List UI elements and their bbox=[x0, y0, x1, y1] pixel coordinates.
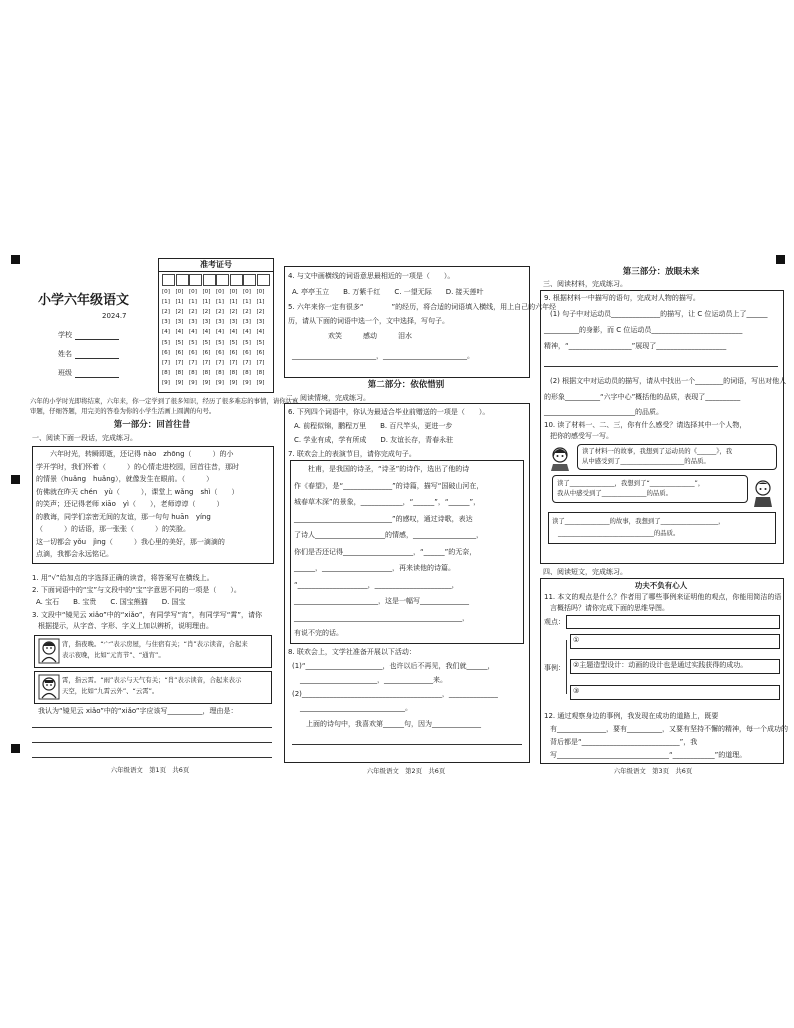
ticket-digit: [7] bbox=[189, 359, 197, 366]
ticket-digit: [0] bbox=[243, 289, 251, 295]
intro-line-1: 六年的小学时光即将结束，六年来，你一定学到了很多知识，经历了很多难忘的事情，请你认真 bbox=[30, 397, 299, 405]
viewpoint-label: 观点： bbox=[544, 618, 565, 626]
ticket-digit: [5] bbox=[216, 339, 224, 346]
ticket-digit: [0] bbox=[256, 289, 265, 295]
ticket-digit: [1] bbox=[216, 299, 224, 306]
question-3-cont: 根据提示，从字音、字形、字义上加以辨析，说明理由。 bbox=[38, 622, 213, 630]
ticket-digit: [6] bbox=[202, 349, 211, 356]
q8-answer: 上面的诗句中，我喜欢第______句，因为______________ bbox=[292, 720, 481, 728]
tip-a-line-1: 宵，指夜晚。“宀”表示房屋，与住宿有关；“肖”表示读音，合起来 bbox=[62, 640, 248, 648]
q12-line: 有______________，要有__________，又要有坚持不懈的精神，每一个成功的 bbox=[550, 725, 788, 733]
ticket-digit: [3] bbox=[229, 319, 238, 326]
ticket-digit: [8] bbox=[202, 369, 211, 376]
part3-section-4: 四、阅读短文，完成练习。 bbox=[543, 568, 627, 576]
tip-a-line-2: 表示夜晚，比如“元宵节”、“通宵”。 bbox=[62, 651, 165, 659]
ticket-digit: [4] bbox=[189, 329, 197, 336]
ticket-digit: [0] bbox=[216, 289, 224, 295]
ticket-digit: [4] bbox=[229, 329, 238, 336]
ticket-digit: [1] bbox=[202, 299, 211, 306]
q9-2-line: (2) 根据文中对运动员的描写，请从中找出一个________的词语，写出对他人 bbox=[550, 377, 787, 385]
ticket-grid bbox=[162, 289, 272, 391]
page-footer-1: 六年级语文 第1页 共6页 bbox=[110, 766, 190, 774]
ticket-digit: [5] bbox=[229, 339, 238, 346]
q9-2-line: 的形象__________“六字中心”概括他的品质，表现了__________ bbox=[544, 393, 741, 401]
ticket-digit: [2] bbox=[175, 309, 184, 316]
answer-line bbox=[32, 727, 272, 728]
passage-line: （ ）的话语，那一张张（ ）的笑脸。 bbox=[36, 525, 190, 533]
ticket-digit: [3] bbox=[256, 319, 265, 326]
ticket-digit: [1] bbox=[243, 299, 251, 306]
write-box-line-1: 读了______________的故事，我想到了__________________， bbox=[552, 517, 725, 525]
part3-title: 第三部分：放眼未来 bbox=[622, 267, 700, 277]
ticket-number-box bbox=[158, 258, 274, 393]
ticket-digit: [7] bbox=[243, 359, 251, 366]
ticket-digit: [4] bbox=[175, 329, 184, 336]
q9-2-line: __________________________的品质。 bbox=[544, 408, 663, 416]
bubble-boy-line-1: 读了______________，我想到了“______________”， bbox=[557, 479, 705, 487]
question-9: 9. 根据材料一中描写的语句，完成对人物的描写。 bbox=[544, 294, 700, 302]
part2-section: 二、阅读情境，完成练习。 bbox=[286, 394, 370, 402]
example-item-1: ① bbox=[573, 636, 580, 644]
write-box-line-2: ______________________________的品质。 bbox=[558, 529, 680, 537]
ticket-digit: [6] bbox=[162, 349, 170, 356]
question-12: 12. 通过观察身边的事例，我发现在成功的道路上，既要 bbox=[544, 712, 719, 720]
ticket-digit: [4] bbox=[202, 329, 211, 336]
ticket-digit: [4] bbox=[162, 329, 170, 336]
q7-line: ______，____________________，再来读他的诗篇。 bbox=[294, 564, 455, 572]
ticket-digit: [5] bbox=[243, 339, 251, 346]
viewpoint-box bbox=[566, 615, 780, 629]
q12-line: 写________________________________“____________”的道理。 bbox=[550, 751, 747, 759]
ticket-empty-row bbox=[162, 274, 272, 286]
name-field bbox=[58, 350, 138, 359]
ticket-digit: [8] bbox=[216, 369, 224, 376]
passage-line: 这一切都会 yǒu jìng（ ）我心里的美好，那一滴滴的 bbox=[36, 537, 225, 546]
ticket-digit: [6] bbox=[229, 349, 238, 356]
q7-line: ________________________________________________， bbox=[294, 613, 469, 622]
ticket-digit: [7] bbox=[229, 359, 238, 366]
question-10-cont: 把你的感受写一写。 bbox=[550, 432, 613, 440]
ticket-title: 准考证号 bbox=[159, 259, 273, 272]
corner-mark-top-left bbox=[11, 255, 20, 264]
passage-line: 六年时光，转瞬即逝，还记得 nào zhōng（ ）的小 bbox=[36, 450, 234, 458]
school-blank bbox=[75, 331, 119, 340]
question-7: 7. 联欢会上的表演节目，请你完成句子。 bbox=[288, 450, 416, 458]
examples-bracket bbox=[566, 640, 567, 694]
ticket-digit: [7] bbox=[175, 359, 184, 366]
essay-title: 功夫不负有心人 bbox=[634, 581, 688, 590]
ticket-digit-write-box bbox=[162, 274, 175, 286]
name-label: 姓名 bbox=[58, 350, 72, 358]
school-field bbox=[58, 331, 138, 340]
ticket-digit-write-box bbox=[203, 274, 216, 286]
ticket-digit: [5] bbox=[202, 339, 211, 346]
q8-line: (1)“______________________，也许以后不再见，我们就______， bbox=[292, 662, 495, 670]
boy-student-icon bbox=[750, 478, 776, 508]
ticket-digit: [1] bbox=[229, 299, 238, 306]
ticket-digit: [9] bbox=[243, 379, 251, 386]
answer-line bbox=[32, 757, 272, 758]
ticket-digit-write-box bbox=[230, 274, 243, 286]
q8-line: ______________________________。 bbox=[300, 704, 412, 712]
ticket-digit-write-box bbox=[216, 274, 229, 286]
ticket-digit: [3] bbox=[216, 319, 224, 326]
ticket-digit: [9] bbox=[175, 379, 184, 386]
ticket-digit: [8] bbox=[256, 369, 265, 376]
bubble-girl-line-2: 从中感受到了____________________的品质。 bbox=[582, 457, 710, 465]
ticket-digit: [5] bbox=[256, 339, 265, 346]
ticket-digit: [9] bbox=[162, 379, 170, 386]
q7-line: 了诗人____________________的情感，__________________， bbox=[294, 531, 483, 539]
name-blank bbox=[75, 350, 119, 359]
ticket-digit: [8] bbox=[243, 369, 251, 376]
girl-student-icon bbox=[547, 444, 573, 472]
question-6-options-cd: C. 学业有成，学有所成 D. 友谊长存，青春永驻 bbox=[294, 436, 454, 444]
example-item-3: ③ bbox=[573, 687, 580, 695]
q7-line: ____________________________”的感叹，通过诗歌，表达 bbox=[294, 514, 473, 523]
q7-line: 城春草木深”的景象，____________，“______”，“______”， bbox=[294, 498, 481, 506]
ticket-digit: [2] bbox=[243, 309, 251, 316]
q8-line: (2)________________________________________，______________ bbox=[292, 690, 498, 698]
ticket-digit: [9] bbox=[189, 379, 197, 386]
ticket-digit: [8] bbox=[162, 369, 170, 376]
question-11: 11. 本文的观点是什么？作者用了哪些事例来证明他的观点，你能用简洁的语 bbox=[544, 593, 782, 601]
question-4: 4. 与文中画横线的词语意思最相近的一项是（ ）。 bbox=[288, 272, 455, 280]
q9-1-line: 精神，“__________________”展现了____________________ bbox=[544, 342, 727, 350]
question-4-options: A. 亭亭玉立 B. 万紫千红 C. 一望无际 D. 接天莲叶 bbox=[292, 288, 484, 296]
corner-mark-middle-left bbox=[11, 475, 20, 484]
ticket-digit: [3] bbox=[175, 319, 184, 326]
ticket-digit-write-box bbox=[243, 274, 256, 286]
q9-1-line: __________的身影，而 C 位运动员__________________________ bbox=[544, 326, 743, 334]
ticket-digit: [5] bbox=[189, 339, 197, 346]
ticket-digit: [9] bbox=[216, 379, 224, 386]
passage-line: 的情景（huǎng huǎng），就像发生在眼前。（ ） bbox=[36, 475, 214, 483]
question-8: 8. 联欢会上，文学社准备开展以下活动： bbox=[288, 648, 416, 656]
ticket-digit: [0] bbox=[229, 289, 238, 295]
ticket-digit: [8] bbox=[229, 369, 238, 376]
class-field bbox=[58, 369, 138, 378]
corner-mark-top-right bbox=[776, 255, 785, 264]
passage-line: 的笑声；还记得老师 xiāo yì（ ），老师谆谆（ ） bbox=[36, 500, 224, 508]
ticket-digit-write-box bbox=[189, 274, 202, 286]
ticket-digit: [6] bbox=[243, 349, 251, 356]
ticket-digit: [7] bbox=[202, 359, 211, 366]
ticket-digit: [2] bbox=[216, 309, 224, 316]
ticket-digit: [4] bbox=[256, 329, 265, 336]
ticket-digit: [0] bbox=[202, 289, 211, 295]
passage-line: 仿佛就在昨天 chén yù（ ），课堂上 wǎng shì（ ） bbox=[36, 487, 239, 496]
ticket-digit: [9] bbox=[202, 379, 211, 386]
q9-1-line: (1) 句子中对运动员______________的描写，让 C 位运动员上了______ bbox=[550, 310, 768, 318]
class-label: 班级 bbox=[58, 369, 72, 377]
exam-title: 小学六年级语文 bbox=[38, 293, 130, 308]
part2-title: 第二部分：依依惜别 bbox=[367, 380, 445, 390]
bubble-boy-line-2: 我从中感受到了______________的品质。 bbox=[557, 489, 673, 497]
question-3: 3. 文段中“镜见云 xiǎo”中的“xiǎo”，有同学写“宵”，有同学写“霄”，请你 bbox=[32, 611, 262, 619]
question-5: 5. 六年来你一定有很多“ ”的经历，将合适的词语填入横线，用上自己的六年经 bbox=[288, 303, 557, 311]
question-5-blank: ________________________，________________________。 bbox=[292, 352, 474, 360]
ticket-digit: [0] bbox=[162, 289, 170, 295]
school-label: 学校 bbox=[58, 331, 72, 339]
ticket-digit-write-box bbox=[176, 274, 189, 286]
ticket-digit: [4] bbox=[216, 329, 224, 336]
ticket-digit: [3] bbox=[162, 319, 170, 326]
bubble-girl-line-1: 读了材料一的故事，我想到了运动员的《______》，我 bbox=[582, 447, 733, 455]
question-2: 2. 下面词语中的“宝”与文段中的“宝”字意思不同的一项是（ ）。 bbox=[32, 586, 241, 594]
ticket-digit: [3] bbox=[243, 319, 251, 326]
ticket-digit: [2] bbox=[256, 309, 265, 316]
ticket-digit: [1] bbox=[162, 299, 170, 306]
example-item-2: ②主题造型设计：动画的设计也是通过实践获得的成功。 bbox=[573, 661, 748, 669]
q12-line: 背后都是“____________________________”，我 bbox=[550, 738, 698, 746]
question-3-answer-prompt: 我认为“镜见云 xiǎo”中的“xiǎo”字应该写__________，理由是： bbox=[38, 707, 238, 715]
answer-line bbox=[292, 744, 522, 745]
passage-line: 点滴，我都会永远铭记。 bbox=[36, 550, 113, 558]
q7-line: ________________________，这是一幅写______________ bbox=[294, 597, 469, 605]
q7-line: 有说不完的话。 bbox=[294, 629, 343, 637]
answer-line bbox=[544, 366, 778, 367]
q7-line: “____________________，______________________， bbox=[294, 580, 459, 589]
ticket-digit: [6] bbox=[256, 349, 265, 356]
question-11-cont: 言概括吗？请你完成下面的思维导图。 bbox=[550, 604, 669, 612]
ticket-digit: [7] bbox=[162, 359, 170, 366]
part3-section: 三、阅读材料，完成练习。 bbox=[543, 280, 627, 288]
ticket-digit: [7] bbox=[256, 359, 265, 366]
ticket-digit: [6] bbox=[175, 349, 184, 356]
ticket-digit: [5] bbox=[162, 339, 170, 346]
ticket-digit: [9] bbox=[229, 379, 238, 386]
answer-line bbox=[32, 742, 272, 743]
exam-date: 2024.7 bbox=[102, 312, 127, 320]
question-2-options: A. 宝石 B. 宝贵 C. 国宝熊猫 D. 国宝 bbox=[36, 598, 186, 606]
part1-title: 第一部分：回首往昔 bbox=[113, 420, 191, 430]
ticket-digit: [5] bbox=[175, 339, 184, 346]
ticket-digit: [2] bbox=[202, 309, 211, 316]
ticket-digit: [6] bbox=[216, 349, 224, 356]
passage-line: 学开学时，我们怀着（ ）的心情走进校园，回首往昔，那时 bbox=[36, 462, 239, 471]
ticket-digit: [1] bbox=[189, 299, 197, 306]
q7-line: 作《春望》，是“______________”的诗篇，描写“国破山河在， bbox=[294, 481, 484, 490]
part1-section: 一、阅读下面一段话，完成练习。 bbox=[32, 434, 137, 442]
intro-line-2: 审题，仔细答题，用完美的答卷为你的小学生活画上圆满的句号。 bbox=[30, 407, 216, 415]
question-6: 6. 下列四个词语中，你认为最适合毕业前赠送的一项是（ ）。 bbox=[288, 408, 490, 416]
ticket-digit: [3] bbox=[189, 319, 197, 326]
student-avatar-icon bbox=[38, 638, 60, 664]
tip-b-line-1: 霄，指云霄。“雨”表示与天气有关；“肖”表示读音，合起来表示 bbox=[62, 676, 242, 684]
examples-label: 事例： bbox=[544, 664, 565, 672]
ticket-digit: [8] bbox=[175, 369, 184, 376]
question-10: 10. 读了材料一、二、三，你有什么感受？请选择其中一个人物， bbox=[544, 421, 747, 429]
ticket-digit: [7] bbox=[216, 359, 224, 366]
question-5-cont: 历，请从下面的词语中选一个，文中选择，写句子。 bbox=[288, 317, 449, 325]
student-avatar-icon bbox=[38, 674, 60, 700]
page-footer-2: 六年级语文 第2页 共6页 bbox=[366, 767, 446, 775]
ticket-digit: [1] bbox=[256, 299, 265, 306]
passage-line: 的教诲，同学们亲密无间的友谊，那一句句 huān yíng bbox=[36, 512, 211, 521]
question-6-options-ab: A. 前程似锦，鹏程万里 B. 百尺竿头，更进一步 bbox=[294, 422, 453, 430]
ticket-digit: [3] bbox=[202, 319, 211, 326]
tip-b-line-2: 天空，比如“九霄云外”、“云霄”。 bbox=[62, 687, 159, 695]
question-5-words: 欢笑 感动 泪水 bbox=[328, 332, 412, 340]
ticket-digit: [0] bbox=[189, 289, 197, 295]
ticket-digit: [2] bbox=[229, 309, 238, 316]
q8-line: ______________________，______________来。 bbox=[300, 676, 447, 684]
ticket-digit: [2] bbox=[189, 309, 197, 316]
q7-line: 杜甫，是我国的诗圣，“诗圣”的诗作，选出了他的诗 bbox=[294, 465, 470, 473]
page-footer-3: 六年级语文 第3页 共6页 bbox=[613, 767, 693, 775]
ticket-digit: [8] bbox=[189, 369, 197, 376]
ticket-digit: [1] bbox=[175, 299, 184, 306]
ticket-digit-write-box bbox=[257, 274, 270, 286]
q7-line: 你们是否还记得____________________，“______”的无奈， bbox=[294, 547, 477, 556]
question-1: 1. 用“√”给加点的字选择正确的读音，将答案写在横线上。 bbox=[32, 574, 214, 582]
ticket-digit: [9] bbox=[256, 379, 265, 386]
corner-mark-bottom-left bbox=[11, 744, 20, 753]
ticket-digit: [4] bbox=[243, 329, 251, 336]
ticket-digit: [0] bbox=[175, 289, 184, 295]
ticket-digit: [2] bbox=[162, 309, 170, 316]
ticket-digit: [6] bbox=[189, 349, 197, 356]
class-blank bbox=[75, 369, 119, 378]
